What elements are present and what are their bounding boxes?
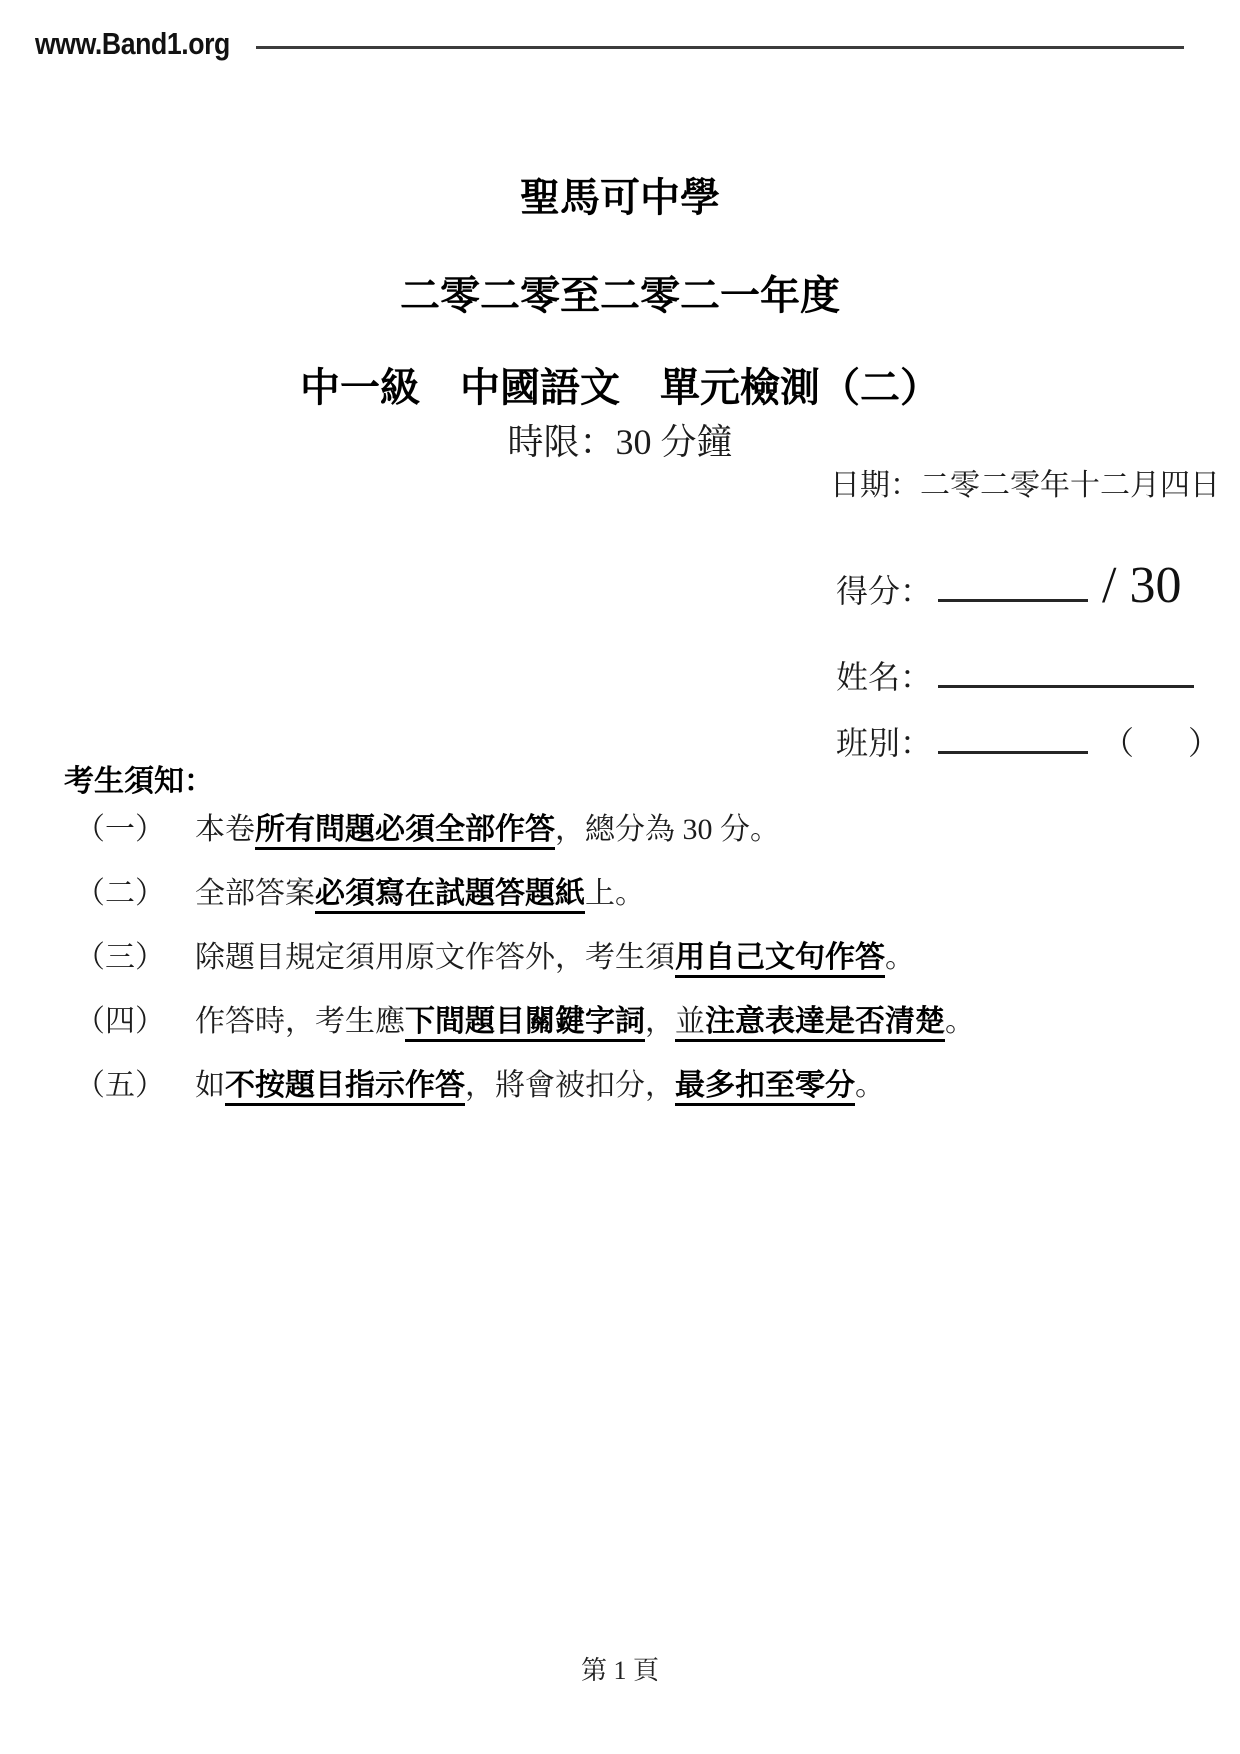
score-total: / 30 [1102, 557, 1182, 614]
class-label: 班別： [836, 725, 933, 761]
instruction-text: 本卷所有問題必須全部作答，總分為 30 分。 [195, 810, 780, 850]
instruction-item-3 [75, 938, 1200, 978]
score-label: 得分： [836, 573, 933, 609]
instruction-text: 除題目規定須用原文作答外，考生須用自己文句作答。 [195, 938, 915, 978]
instruction-item-4 [75, 1002, 1200, 1042]
name-label: 姓名： [836, 659, 933, 695]
score-blank-line [938, 599, 1088, 602]
instruction-item-1 [75, 810, 1200, 850]
score-row [836, 556, 1181, 615]
instruction-text: 全部答案必須寫在試題答題紙上。 [195, 874, 645, 914]
exam-title: 中一級 中國語文 單元檢測（二） [300, 366, 940, 410]
site-url: www.Band1.org [35, 26, 230, 61]
class-row [836, 718, 1220, 764]
instruction-item-5 [75, 1066, 1200, 1106]
notice-heading: 考生須知： [64, 765, 214, 798]
instruction-number: （二） [75, 877, 165, 910]
instruction-number: （一） [75, 813, 165, 846]
instruction-text: 作答時，考生應下間題目關鍵字詞，並注意表達是否清楚。 [195, 1002, 975, 1042]
academic-year: 二零二零至二零二一年度 [400, 274, 840, 318]
name-row [836, 652, 1194, 698]
instruction-item-2 [75, 874, 1200, 914]
class-paren-close: ） [1188, 725, 1221, 761]
instruction-number: （三） [75, 941, 165, 974]
header-rule [256, 46, 1184, 49]
instruction-number: （五） [75, 1069, 165, 1102]
exam-date: 日期：二零二零年十二月四日 [830, 469, 1220, 502]
class-paren-open: （ [1102, 725, 1135, 761]
instruction-number: （四） [75, 1005, 165, 1038]
time-limit: 時限：30 分鐘 [507, 422, 733, 462]
instruction-text: 如不按題目指示作答，將會被扣分，最多扣至零分。 [195, 1066, 885, 1106]
school-name: 聖馬可中學 [520, 176, 720, 220]
page-number: 第 1 頁 [580, 1656, 659, 1685]
class-blank-line [938, 751, 1088, 754]
name-blank-line [938, 685, 1194, 688]
instructions-list [75, 810, 1200, 1130]
